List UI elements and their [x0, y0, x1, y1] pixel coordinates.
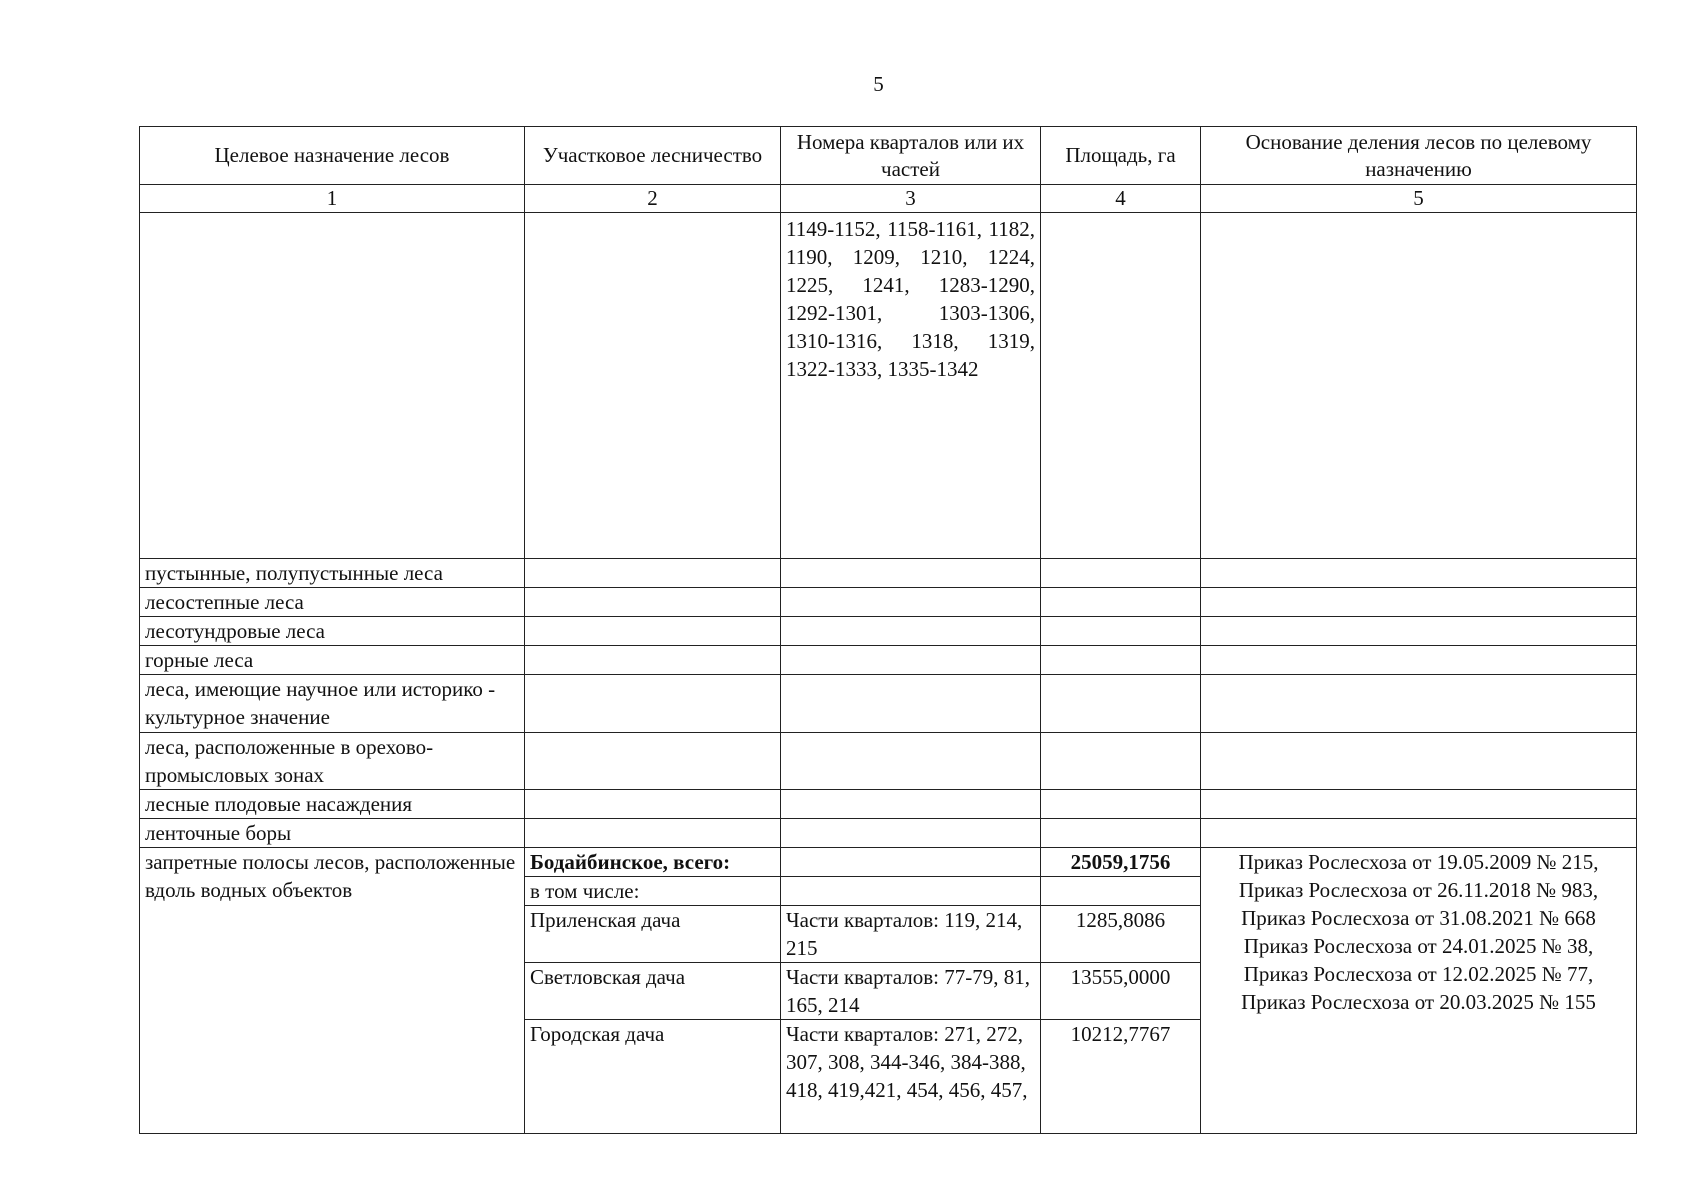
- category-label: леса, расположенные в орехово-промысловых зонах: [140, 733, 525, 790]
- table-row: [140, 819, 1637, 848]
- table-cell: [525, 790, 781, 819]
- category-label: лесостепные леса: [140, 588, 525, 617]
- column-number: 5: [1201, 185, 1637, 213]
- area-value: 10212,7767: [1041, 1020, 1201, 1134]
- forest-purpose-table-wrapper: [139, 126, 1636, 1134]
- continued-row: [140, 213, 1637, 559]
- column-number-row: [140, 185, 1637, 213]
- category-label: ленточные боры: [140, 819, 525, 848]
- table-cell: [781, 675, 1041, 733]
- area-value: 13555,0000: [1041, 963, 1201, 1020]
- basis-line: Приказ Рослесхоза от 12.02.2025 № 77,: [1243, 962, 1594, 986]
- table-cell: [781, 646, 1041, 675]
- table-cell: [781, 819, 1041, 848]
- table-cell: [525, 617, 781, 646]
- table-cell: [781, 733, 1041, 790]
- basis-line: Приказ Рослесхоза от 31.08.2021 № 668: [1241, 906, 1596, 930]
- header-basis: Основание деления лесов по целевому назначению: [1201, 127, 1637, 185]
- table-cell: [1201, 790, 1637, 819]
- table-cell: [1201, 588, 1637, 617]
- table-cell: [525, 646, 781, 675]
- table-row: [140, 559, 1637, 588]
- quarters-list: Части кварталов: 77-79, 81, 165, 214: [781, 963, 1041, 1020]
- table-row: [140, 646, 1637, 675]
- table-cell: [1201, 559, 1637, 588]
- column-number: 1: [140, 185, 525, 213]
- table-cell: [1041, 588, 1201, 617]
- table-cell: [781, 588, 1041, 617]
- header-quarters: Номера кварталов или их частей: [781, 127, 1041, 185]
- table-cell: [1041, 213, 1201, 559]
- table-cell: [525, 819, 781, 848]
- header-forestry: Участковое лесничество: [525, 127, 781, 185]
- table-cell: [1041, 646, 1201, 675]
- table-row: [140, 733, 1637, 790]
- table-cell: [525, 588, 781, 617]
- table-cell: [1041, 877, 1201, 906]
- column-number: 4: [1041, 185, 1201, 213]
- continued-quarters: 1149-1152, 1158-1161, 1182, 1190, 1209, 1210, 1224, 1225, 1241, 1283-1290, 1292-1301, 1303-1306, 1310-1316, 1318, 1319, 1322-1333, 1335-1342: [781, 213, 1041, 559]
- category-label: пустынные, полупустынные леса: [140, 559, 525, 588]
- table-row: [140, 588, 1637, 617]
- basis-line: Приказ Рослесхоза от 24.01.2025 № 38,: [1243, 934, 1594, 958]
- category-label: запретные полосы лесов, расположенные вдоль водных объектов: [140, 848, 525, 1134]
- basis-cell: [1201, 848, 1637, 1134]
- forestry-name: Городская дача: [525, 1020, 781, 1134]
- category-label: лесотундровые леса: [140, 617, 525, 646]
- table-cell: [1201, 646, 1637, 675]
- table-cell: [1041, 790, 1201, 819]
- column-number: 3: [781, 185, 1041, 213]
- total-label: Бодайбинское, всего:: [525, 848, 781, 877]
- area-value: 1285,8086: [1041, 906, 1201, 963]
- quarters-list: Части кварталов: 271, 272, 307, 308, 344-346, 384-388, 418, 419,421, 454, 456, 457,: [781, 1020, 1041, 1134]
- basis-line: Приказ Рослесхоза от 19.05.2009 № 215,: [1238, 850, 1599, 874]
- header-purpose: Целевое назначение лесов: [140, 127, 525, 185]
- table-cell: [781, 848, 1041, 877]
- table-row: [140, 617, 1637, 646]
- table-cell: [525, 675, 781, 733]
- quarters-list: Части кварталов: 119, 214, 215: [781, 906, 1041, 963]
- table-cell: [1041, 819, 1201, 848]
- table-cell: [525, 213, 781, 559]
- table-cell: [525, 733, 781, 790]
- forestry-name: Светловская дача: [525, 963, 781, 1020]
- table-cell: [1201, 733, 1637, 790]
- table-cell: [525, 559, 781, 588]
- table-cell: [1201, 617, 1637, 646]
- table-cell: [781, 790, 1041, 819]
- total-row: [140, 848, 1637, 877]
- basis-line: Приказ Рослесхоза от 26.11.2018 № 983,: [1238, 878, 1599, 902]
- table-cell: [1041, 617, 1201, 646]
- table-cell: [781, 559, 1041, 588]
- column-number: 2: [525, 185, 781, 213]
- forestry-name: Приленская дача: [525, 906, 781, 963]
- category-label: горные леса: [140, 646, 525, 675]
- table-cell: [781, 617, 1041, 646]
- table-cell: [1041, 733, 1201, 790]
- total-area: 25059,1756: [1041, 848, 1201, 877]
- category-label: леса, имеющие научное или историко - культурное значение: [140, 675, 525, 733]
- table-cell: [1041, 675, 1201, 733]
- table-cell: [1201, 675, 1637, 733]
- table-cell: [1201, 213, 1637, 559]
- table-row: [140, 790, 1637, 819]
- table-cell: [1201, 819, 1637, 848]
- table-cell: [781, 877, 1041, 906]
- basis-line: Приказ Рослесхоза от 20.03.2025 № 155: [1241, 990, 1596, 1014]
- including-label: в том числе:: [525, 877, 781, 906]
- table-cell: [1041, 559, 1201, 588]
- table-cell: [140, 213, 525, 559]
- forest-purpose-table: [139, 126, 1637, 1134]
- table-row: [140, 675, 1637, 733]
- header-row: [140, 127, 1637, 185]
- header-area: Площадь, га: [1041, 127, 1201, 185]
- page-number: 5: [873, 72, 884, 96]
- category-label: лесные плодовые насаждения: [140, 790, 525, 819]
